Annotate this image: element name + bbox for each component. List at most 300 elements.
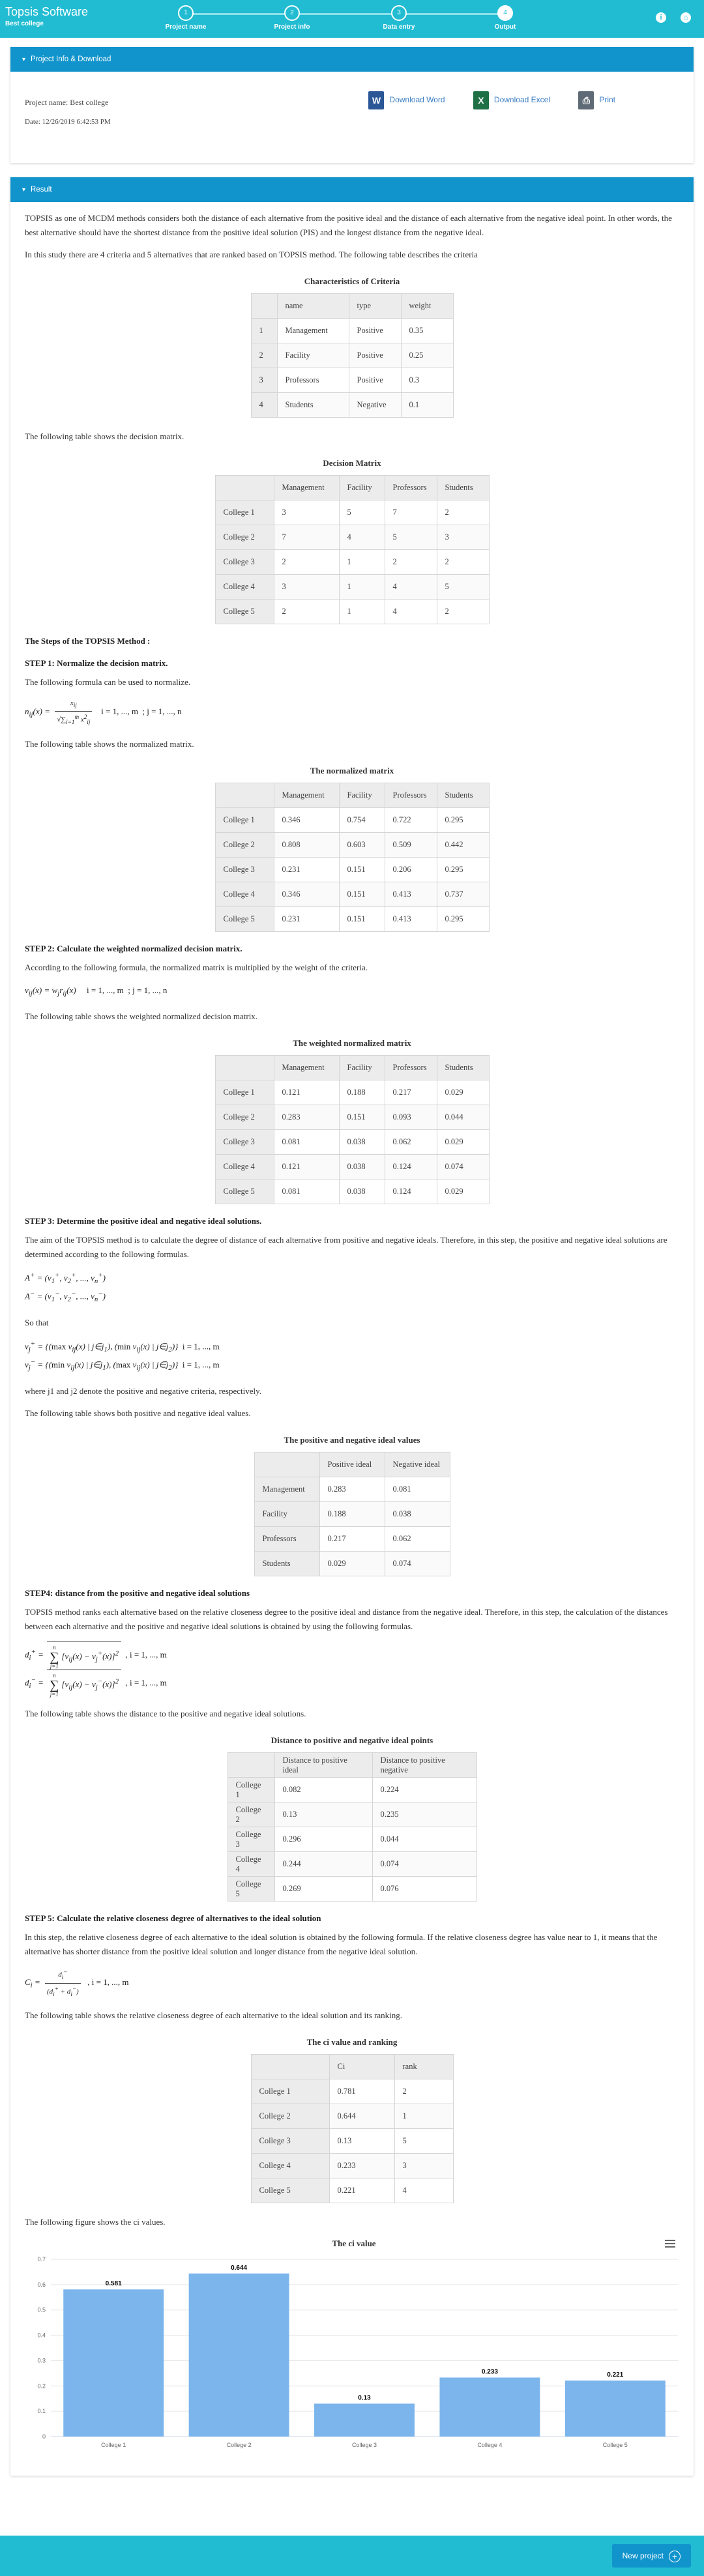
info-panel-title: Project Info & Download [31, 55, 111, 63]
table-cell: 0.029 [437, 1080, 489, 1105]
table-row [215, 1179, 489, 1204]
column-header: Facility [339, 783, 385, 807]
table-cell: 1 [339, 550, 385, 575]
chart-bar [439, 2378, 540, 2437]
row-header: College 5 [215, 600, 274, 624]
column-header: Students [437, 783, 489, 807]
table-cell: 0.808 [274, 832, 339, 857]
table-cell: 0.038 [339, 1129, 385, 1154]
column-header [251, 2055, 329, 2079]
table-cell: 0.082 [274, 1778, 372, 1802]
row-header: College 2 [215, 525, 274, 550]
step-label: Project info [274, 23, 310, 31]
bar-data-label: 0.233 [481, 2368, 498, 2376]
table-cell: 0.235 [372, 1802, 477, 1827]
step5-text: In this step, the relative closeness degree of each alternative to the ideal solution is obtained by the following formula. If the relative closeness degree has value near to 1, it means that the alternative has shorter distance from the positive ideal solution and longer distance from the negative ideal solution. [25, 1932, 658, 1957]
table-row [251, 2129, 453, 2154]
table-cell: 0.188 [339, 1080, 385, 1105]
step3-title: STEP 3: Determine the positive ideal and negative ideal solutions. [25, 1215, 262, 1226]
table-row [215, 832, 489, 857]
x-tick-label: College 4 [477, 2442, 503, 2449]
table-cell: 2 [437, 600, 489, 624]
column-header: Facility [339, 476, 385, 500]
step3-where: where j1 and j2 denote the positive and negative criteria, respectively. [25, 1385, 262, 1396]
download-excel-button[interactable] [473, 91, 550, 109]
home-icon[interactable]: ⌂ [681, 12, 691, 23]
step3-sothat: So that [25, 1317, 49, 1327]
row-header: College 3 [215, 550, 274, 575]
table-cell: 0.074 [372, 1852, 477, 1877]
table-cell: 0.644 [329, 2104, 394, 2129]
column-header: Positive ideal [319, 1452, 385, 1477]
criteria-table-caption: Characteristics of Criteria [304, 276, 400, 287]
app-title: Topsis Software [5, 5, 89, 18]
table-row [251, 393, 453, 418]
table-row [227, 1852, 477, 1877]
table-cell: 0.295 [437, 857, 489, 882]
table-cell: 0.224 [372, 1778, 477, 1802]
step3-after: The following table shows both positive and negative ideal values. [25, 1408, 251, 1418]
ideal-formulas: $A^+ = (v_1^+$, $v_2^+$, ..., $v_n^+$) $A^- = (v_1^-$, $v_2^-$, ..., $v_n^-$) [25, 1271, 106, 1304]
y-tick-label: 0.1 [37, 2408, 46, 2415]
table-cell: 4 [385, 575, 437, 600]
print-label: Print [599, 95, 615, 105]
table-row [215, 1105, 489, 1129]
table-cell: 3 [274, 500, 339, 525]
new-project-button[interactable] [612, 2544, 691, 2568]
project-subtitle: Best college [5, 20, 44, 27]
row-header: College 5 [215, 1179, 274, 1204]
info-panel-header[interactable] [10, 47, 694, 72]
distance-table [227, 1752, 477, 1902]
table-cell: 0.076 [372, 1877, 477, 1902]
table-cell: 2 [394, 2079, 453, 2104]
print-button[interactable] [578, 91, 615, 109]
table-cell: 5 [339, 500, 385, 525]
table-row [215, 1080, 489, 1105]
table-cell: 0.3 [401, 368, 453, 393]
row-header: College 5 [215, 906, 274, 931]
table-cell: 0.269 [274, 1877, 372, 1902]
table-cell: 0.121 [274, 1154, 339, 1179]
row-header: College 3 [215, 1129, 274, 1154]
table-cell: 3 [274, 575, 339, 600]
table-cell: 4 [385, 600, 437, 624]
table-cell: 0.206 [385, 857, 437, 882]
criteria-table [251, 293, 454, 418]
table-cell: Positive [349, 319, 401, 343]
table-cell: Positive [349, 343, 401, 368]
table-row [227, 1877, 477, 1902]
table-cell: 0.509 [385, 832, 437, 857]
wizard-steps [163, 0, 528, 38]
table-cell: 0.221 [329, 2178, 394, 2203]
step2-title: STEP 2: Calculate the weighted normalized decision matrix. [25, 943, 242, 953]
table-cell: Facility [277, 343, 349, 368]
table-row [251, 2079, 453, 2104]
info-panel-body [10, 72, 694, 163]
table-cell: 0.295 [437, 807, 489, 832]
table-row [215, 525, 489, 550]
table-cell: 0.603 [339, 832, 385, 857]
table-row [215, 1129, 489, 1154]
column-header [215, 783, 274, 807]
y-tick-label: 0.5 [37, 2307, 46, 2314]
step-label: Output [494, 23, 516, 31]
ci-bar-chart [25, 2251, 683, 2460]
column-header: Students [437, 476, 489, 500]
table-row [215, 882, 489, 906]
table-row [227, 1778, 477, 1802]
decision-intro: The following table shows the decision matrix. [25, 431, 184, 442]
row-header: College 3 [251, 2129, 329, 2154]
step1-title: STEP 1: Normalize the decision matrix. [25, 658, 168, 669]
chevron-down-icon: ▾ [22, 186, 26, 194]
decision-table-caption: Decision Matrix [323, 458, 381, 469]
ci-table-caption: The ci value and ranking [306, 2037, 398, 2048]
table-cell: 0.217 [319, 1526, 385, 1551]
ideal-table-caption: The positive and negative ideal values [284, 1434, 420, 1445]
row-header: Management [254, 1477, 319, 1501]
table-cell: 0.038 [339, 1154, 385, 1179]
column-header [215, 1055, 274, 1080]
table-cell: 1 [339, 575, 385, 600]
table-row [215, 550, 489, 575]
y-tick-label: 0.3 [37, 2357, 46, 2364]
step-output[interactable] [476, 5, 535, 31]
column-header: Professors [385, 476, 437, 500]
chart-bar [189, 2274, 289, 2437]
table-cell: 0.038 [385, 1501, 450, 1526]
bar-data-label: 0.13 [358, 2394, 371, 2402]
table-cell: 0.283 [274, 1105, 339, 1129]
row-header: College 3 [215, 857, 274, 882]
row-header: College 4 [251, 2154, 329, 2178]
step1-text: The following formula can be used to normalize. [25, 677, 191, 687]
table-row [215, 807, 489, 832]
table-cell: 0.029 [437, 1129, 489, 1154]
step-circle: 1 [178, 5, 194, 21]
table-cell: 0.151 [339, 882, 385, 906]
distance-formulas: $d_i^+ = n$ ∑ $j=1[v_{ij}(x) - v_j^+(x)]^2$ , i = 1, ..., m $d_i^- = n$ ∑ $j=1[v_{ij}(x) - v_j^-(x)]^2$ , i = 1, ..., m [25, 1642, 679, 1698]
table-cell: 0.737 [437, 882, 489, 906]
table-cell: 2 [385, 550, 437, 575]
result-panel [10, 177, 694, 2476]
row-header: College 2 [227, 1802, 274, 1827]
table-cell: 0.217 [385, 1080, 437, 1105]
table-cell: 0.13 [274, 1802, 372, 1827]
table-cell: 0.754 [339, 807, 385, 832]
column-header [215, 476, 274, 500]
printer-icon: ⎙ [578, 91, 594, 109]
bar-data-label: 0.221 [607, 2371, 624, 2379]
table-row [254, 1551, 450, 1576]
table-cell: 0.124 [385, 1179, 437, 1204]
x-tick-label: College 1 [101, 2442, 126, 2449]
table-cell: 0.029 [437, 1179, 489, 1204]
table-row [215, 906, 489, 931]
table-cell: 0.296 [274, 1827, 372, 1852]
table-cell: 0.081 [385, 1477, 450, 1501]
table-cell: 5 [437, 575, 489, 600]
row-header: College 4 [215, 882, 274, 906]
download-word-label: Download Word [389, 95, 445, 105]
top-bar [0, 0, 704, 38]
y-tick-label: 0.4 [37, 2332, 46, 2339]
step-project-name[interactable] [156, 5, 215, 31]
table-cell: 0.062 [385, 1526, 450, 1551]
step1-after: The following table shows the normalized matrix. [25, 738, 194, 749]
table-cell: 0.244 [274, 1852, 372, 1877]
table-cell: 0.093 [385, 1105, 437, 1129]
step-circle: 2 [284, 5, 300, 21]
ideal-component-formulas: $v_j^+ = \{(\max$ $v_{ij}(x)$ | $j\in j_1$), (min $v_{ij}(x)$ | $j\in j_2$)} i = 1, ..., m $v_j^- = \{(\min$ $v_{ij}(x)$ | $j\in j_1$), (max $v_{ij}(x)$ | $j\in j_2$)} i = 1, ..., m [25, 1339, 220, 1372]
step-data-entry[interactable] [370, 5, 428, 31]
row-header: 1 [251, 319, 277, 343]
table-row [251, 319, 453, 343]
row-header: 2 [251, 343, 277, 368]
table-cell: 0.25 [401, 343, 453, 368]
table-row [251, 2104, 453, 2129]
table-cell: 0.233 [329, 2154, 394, 2178]
excel-icon: X [473, 91, 489, 109]
table-cell: 0.074 [437, 1154, 489, 1179]
table-cell: 2 [274, 600, 339, 624]
table-cell: 1 [339, 600, 385, 624]
x-tick-label: College 3 [351, 2442, 377, 2449]
row-header: College 4 [227, 1852, 274, 1877]
table-cell: 0.781 [329, 2079, 394, 2104]
row-header: College 2 [215, 832, 274, 857]
result-panel-header[interactable] [10, 177, 694, 202]
intro-paragraph: TOPSIS as one of MCDM methods considers both the distance of each alternative from the positive ideal and the distance of each alternative from the negative ideal point. In other words, the best alternative should have the shortest distance from the positive ideal solution (PIS) and the longest distance from the negative ideal. [25, 213, 672, 238]
chart-bar [63, 2290, 164, 2437]
new-project-label: New project [622, 2551, 664, 2561]
column-header: Management [274, 476, 339, 500]
plus-icon: + [669, 2551, 681, 2562]
weighted-table-caption: The weighted normalized matrix [293, 1037, 411, 1048]
closeness-formula: $C_i$ = $\frac{d_i^-}{(d_i^+ + d_i^-)}$ , i = 1, ..., m [25, 1967, 679, 1999]
header-icons [641, 12, 691, 23]
column-header [227, 1753, 274, 1778]
table-cell: 5 [394, 2129, 453, 2154]
table-cell: 0.151 [339, 857, 385, 882]
weighted-table [215, 1055, 490, 1204]
table-cell: 3 [437, 525, 489, 550]
row-header: 4 [251, 393, 277, 418]
y-tick-label: 0.7 [37, 2256, 46, 2263]
date-line: Date: 12/26/2019 6:42:53 PM [25, 118, 111, 126]
column-header: Facility [339, 1055, 385, 1080]
column-header: Ci [329, 2055, 394, 2079]
row-header: College 4 [215, 575, 274, 600]
table-cell: 7 [385, 500, 437, 525]
table-row [251, 343, 453, 368]
steps-title: The Steps of the TOPSIS Method : [25, 636, 151, 646]
step5-after: The following table shows the relative closeness degree of each alternative to the ideal solution and its ranking. [25, 2010, 403, 2021]
column-header [254, 1452, 319, 1477]
row-header: College 5 [251, 2178, 329, 2203]
ideal-table [254, 1452, 450, 1576]
main-content [0, 38, 704, 2510]
table-cell: Students [277, 393, 349, 418]
row-header: College 2 [251, 2104, 329, 2129]
x-tick-label: College 2 [226, 2442, 252, 2449]
table-row [215, 1154, 489, 1179]
table-cell: 2 [274, 550, 339, 575]
normalized-table [215, 783, 490, 932]
step4-title: STEP4: distance from the positive and negative ideal solutions [25, 1587, 250, 1598]
table-cell: 0.295 [437, 906, 489, 931]
table-cell: 4 [339, 525, 385, 550]
row-header: College 5 [227, 1877, 274, 1902]
table-row [254, 1501, 450, 1526]
row-header: College 1 [215, 807, 274, 832]
column-header: rank [394, 2055, 453, 2079]
result-panel-title: Result [31, 186, 52, 194]
table-cell: 1 [394, 2104, 453, 2129]
step-label: Project name [165, 23, 207, 31]
chart-menu-icon[interactable] [665, 2240, 675, 2249]
table-row [227, 1827, 477, 1852]
project-name-line: Project name: Best college [25, 98, 109, 107]
row-header: Facility [254, 1501, 319, 1526]
weighted-formula: $v_{ij}(x) = w_jr_{ij}(x)$ i = 1, ..., m ; j = 1, ..., n [25, 985, 168, 998]
table-row [227, 1802, 477, 1827]
row-header: 3 [251, 368, 277, 393]
row-header: College 1 [251, 2079, 329, 2104]
table-row [251, 2154, 453, 2178]
x-tick-label: College 5 [602, 2442, 628, 2449]
column-header: Management [274, 783, 339, 807]
normalized-table-caption: The normalized matrix [310, 765, 394, 775]
row-header: College 2 [215, 1105, 274, 1129]
step4-after: The following table shows the distance to the positive and negative ideal solutions. [25, 1709, 306, 1719]
step-label: Data entry [383, 23, 415, 31]
info-icon[interactable]: i [656, 12, 666, 23]
table-cell: 0.151 [339, 1105, 385, 1129]
chevron-down-icon: ▾ [22, 56, 26, 63]
step5-title: STEP 5: Calculate the relative closeness degree of alternatives to the ideal solution [25, 1913, 321, 1924]
chart-bar [565, 2381, 666, 2437]
column-header: Professors [385, 1055, 437, 1080]
bar-data-label: 0.644 [231, 2265, 248, 2272]
y-tick-label: 0.2 [37, 2382, 46, 2390]
table-cell: 0.346 [274, 807, 339, 832]
table-cell: 0.124 [385, 1154, 437, 1179]
table-cell: 5 [385, 525, 437, 550]
column-header: weight [401, 294, 453, 319]
table-cell: 0.413 [385, 906, 437, 931]
table-cell: Management [277, 319, 349, 343]
result-panel-body [10, 202, 694, 2476]
table-cell: 0.081 [274, 1179, 339, 1204]
table-cell: 7 [274, 525, 339, 550]
table-row [215, 575, 489, 600]
row-header: Students [254, 1551, 319, 1576]
bar-data-label: 0.581 [105, 2280, 122, 2288]
row-header: College 1 [215, 500, 274, 525]
table-cell: Positive [349, 368, 401, 393]
brand [5, 5, 88, 27]
ci-chart [25, 2238, 683, 2463]
table-cell: 0.081 [274, 1129, 339, 1154]
table-cell: 0.029 [319, 1551, 385, 1576]
table-cell: 2 [437, 500, 489, 525]
step3-text: The aim of the TOPSIS method is to calculate the degree of distance of each alternative from positive and negative ideals. Therefore, in this step, the positive and negative ideal solutions are determined according to the following formulas. [25, 1234, 667, 1259]
table-cell: 0.038 [339, 1179, 385, 1204]
step-circle: 3 [391, 5, 407, 21]
table-row [254, 1477, 450, 1501]
table-cell: 0.722 [385, 807, 437, 832]
table-cell: 0.044 [372, 1827, 477, 1852]
step2-after: The following table shows the weighted normalized decision matrix. [25, 1011, 258, 1021]
column-header: Distance to positive ideal [274, 1753, 372, 1778]
y-tick-label: 0.6 [37, 2281, 46, 2289]
row-header: College 4 [215, 1154, 274, 1179]
chart-bar [314, 2404, 415, 2437]
footer-bar [0, 2536, 704, 2576]
table-cell: 4 [394, 2178, 453, 2203]
table-cell: 0.062 [385, 1129, 437, 1154]
row-header: College 1 [227, 1778, 274, 1802]
table-cell: 0.413 [385, 882, 437, 906]
table-cell: 0.074 [385, 1551, 450, 1576]
y-tick-label: 0 [42, 2433, 46, 2440]
table-cell: Professors [277, 368, 349, 393]
column-header: Distance to positive negative [372, 1753, 477, 1778]
column-header: name [277, 294, 349, 319]
table-cell: 3 [394, 2154, 453, 2178]
table-row [215, 500, 489, 525]
row-header: College 1 [215, 1080, 274, 1105]
download-actions [342, 91, 615, 109]
chart-title: The ci value [332, 2238, 376, 2249]
figure-intro: The following figure shows the ci values. [25, 2217, 166, 2227]
table-cell: 0.151 [339, 906, 385, 931]
table-row [251, 368, 453, 393]
table-row [251, 2178, 453, 2203]
normalize-formula: $n_{ij}(x)$ = $\frac{x_{ij}}{√\sum_{i=1}^m x^2_{ij}}$ i = 1, ..., m ; j = 1, ..., n [25, 697, 679, 727]
step2-text: According to the following formula, the normalized matrix is multiplied by the weight of the criteria. [25, 962, 368, 972]
table-cell: 0.188 [319, 1501, 385, 1526]
table-cell: 2 [437, 550, 489, 575]
step-project-info[interactable] [263, 5, 321, 31]
table-cell: 0.231 [274, 906, 339, 931]
column-header: Management [274, 1055, 339, 1080]
intro-paragraph-2: In this study there are 4 criteria and 5 alternatives that are ranked based on TOPSIS method. The following table describes the criteria [25, 250, 478, 260]
column-header [251, 294, 277, 319]
column-header: Professors [385, 783, 437, 807]
table-cell: 0.35 [401, 319, 453, 343]
decision-table [215, 475, 490, 624]
table-cell: 0.044 [437, 1105, 489, 1129]
column-header: Negative ideal [385, 1452, 450, 1477]
table-cell: 0.442 [437, 832, 489, 857]
download-word-button[interactable] [368, 91, 445, 109]
table-cell: 0.13 [329, 2129, 394, 2154]
row-header: College 3 [227, 1827, 274, 1852]
ci-table [251, 2054, 454, 2203]
table-cell: 0.231 [274, 857, 339, 882]
word-icon: W [368, 91, 384, 109]
distance-table-caption: Distance to positive and negative ideal points [271, 1735, 433, 1746]
table-cell: Negative [349, 393, 401, 418]
wizard-line [186, 13, 505, 15]
download-excel-label: Download Excel [493, 95, 550, 105]
step-circle: 4 [497, 5, 513, 21]
step4-text: TOPSIS method ranks each alternative based on the relative closeness degree to the positive ideal and distance from the negative ideal. Therefore, in this step, the calculation of the distances between each alternative and the positive and negative ideal solutions is obtained by using the following formulas. [25, 1606, 668, 1632]
